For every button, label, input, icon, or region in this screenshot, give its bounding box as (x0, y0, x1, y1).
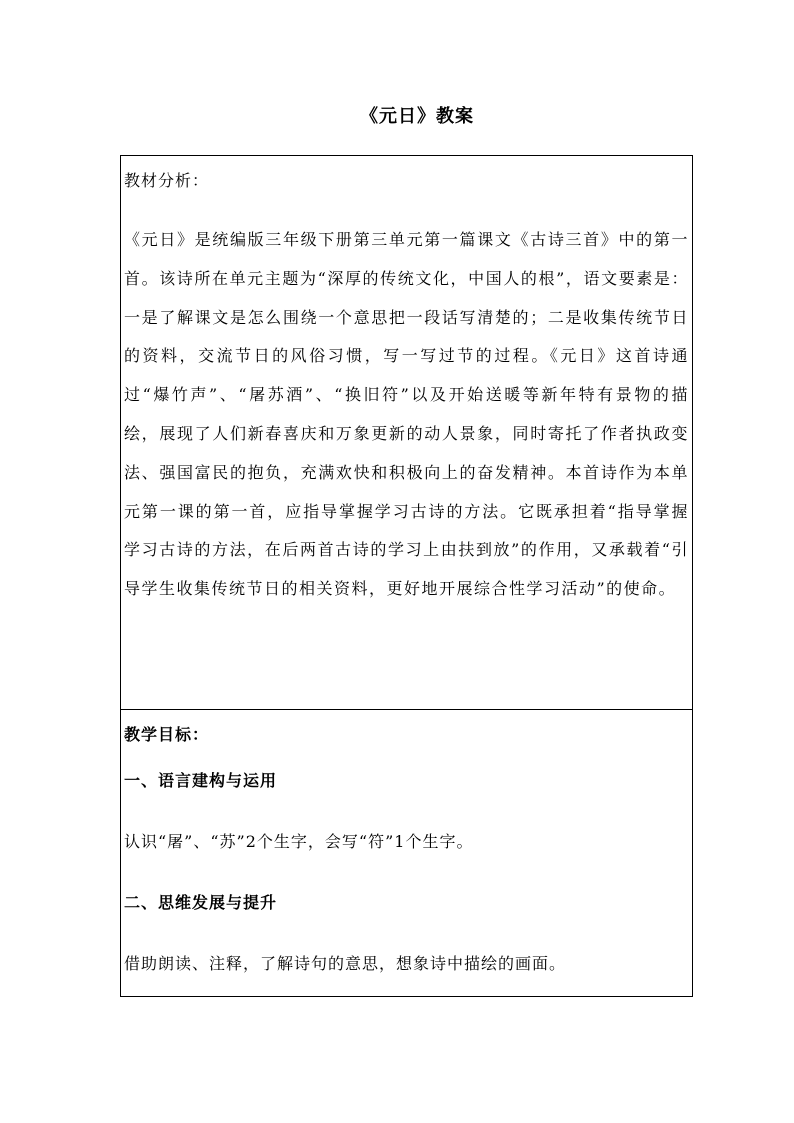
lesson-plan-table (120, 155, 693, 997)
goal-heading-thinking: 二、思维发展与提升 (124, 893, 278, 912)
goal-heading-language: 一、语言建构与运用 (124, 771, 278, 790)
analysis-cell (121, 156, 692, 710)
document-title: 《元日》教案 (360, 106, 474, 127)
goals-cell (121, 710, 692, 996)
goal-text-thinking: 借助朗读、注释，了解诗句的意思，想象诗中描绘的画面。 (124, 954, 567, 973)
goal-text-language: 认识“屠”、“苏”2个生字，会写“符”1个生字。 (124, 832, 474, 851)
analysis-paragraph: 《元日》是统编版三年级下册第三单元第一篇课文《古诗三首》中的第一首。该诗所在单元主题为“深厚的传统文化，中国人的根”，语文要素是：一是了解课文是怎么围绕一个意思把一段话写清楚的；二是收集传统节日的资料，交流节日的风俗习惯，写一写过节的过程。《元日》这首诗通过“爆竹声”、“屠苏酒”、“换旧符”以及开始送暖等新年特有景物的描绘，展现了人们新春喜庆和万象更新的动人景象，同时寄托了作者执政变法、强国富民的抱负，充满欢快和积极向上的奋发精神。本首诗作为本单元第一课的第一首，应指导掌握学习古诗的方法。它既承担着“指导掌握学习古诗的方法，在后两首古诗的学习上由扶到放”的作用，又承载着“引导学生收集传统节日的相关资料，更好地开展综合性学习活动”的使命。 (124, 230, 689, 599)
goals-label: 教学目标： (124, 725, 210, 744)
analysis-label: 教材分析： (124, 171, 210, 190)
